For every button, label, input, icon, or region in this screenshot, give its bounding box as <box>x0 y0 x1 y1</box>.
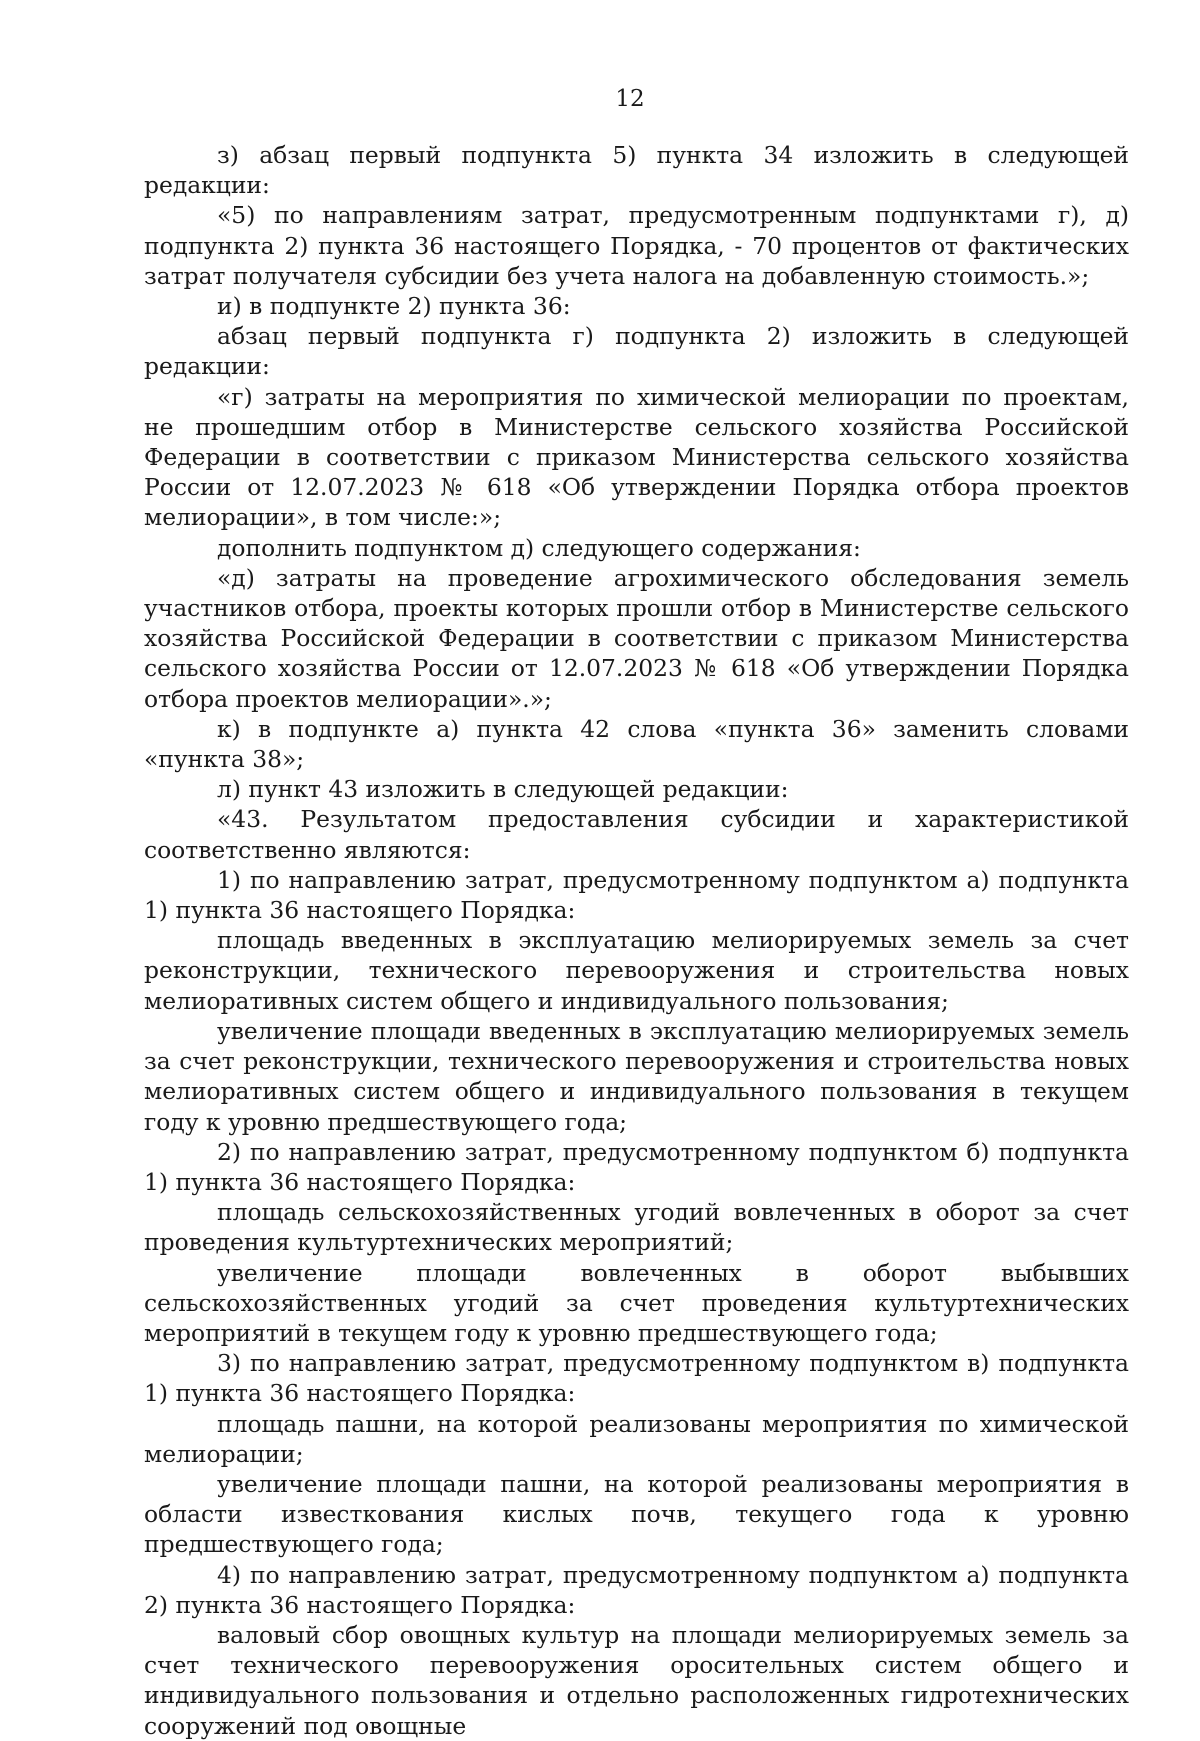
paragraph-43-3-area: площадь пашни, на которой реализованы мероприятия по химической мелиорации; <box>144 1409 1129 1468</box>
page-number: 12 <box>615 86 645 112</box>
paragraph-43-3-increase: увеличение площади пашни, на которой реализованы мероприятия в области известкования кислых почв, текущего года к уровню предшествующего года; <box>144 1469 1129 1559</box>
paragraph-43-1-increase: увеличение площади введенных в эксплуатацию мелиорируемых земель за счет реконструкции, технического перевооружения и строительства новых мелиоративных систем общего и индивидуального пользования в текущем году к уровню предшествующего года; <box>144 1016 1129 1136</box>
paragraph-43-2-area: площадь сельскохозяйственных угодий вовлеченных в оборот за счет проведения культуртехнических мероприятий; <box>144 1198 1129 1257</box>
paragraph-43-2: 2) по направлению затрат, предусмотренному подпунктом б) подпункта 1) пункта 36 настоящего Порядка: <box>144 1137 1129 1196</box>
paragraph-k: к) в подпункте а) пункта 42 слова «пункта 36» заменить словами «пункта 38»; <box>144 714 1129 774</box>
paragraph-43-1-area: площадь введенных в эксплуатацию мелиорируемых земель за счет реконструкции, технического перевооружения и строительства новых мелиоративных систем общего и индивидуального пользования; <box>144 926 1129 1015</box>
paragraph-43-4: 4) по направлению затрат, предусмотренному подпунктом а) подпункта 2) пункта 36 настоящего Порядка: <box>144 1560 1129 1619</box>
paragraph-43-3: 3) по направлению затрат, предусмотренному подпунктом в) подпункта 1) пункта 36 настоящего Порядка: <box>144 1349 1129 1408</box>
paragraph-i-add: дополнить подпунктом д) следующего содержания: <box>217 533 861 562</box>
paragraph-i-abzac: абзац первый подпункта г) подпункта 2) изложить в следующей редакции: <box>144 322 1129 381</box>
paragraph-z: з) абзац первый подпункта 5) пункта 34 изложить в следующей редакции: <box>144 141 1129 200</box>
document-body <box>144 140 1129 1741</box>
paragraph-l: л) пункт 43 изложить в следующей редакции: <box>217 775 789 804</box>
paragraph-43-2-increase: увеличение площади вовлеченных в оборот выбывших сельскохозяйственных угодий за счет проведения культуртехнических мероприятий в текущем году к уровню предшествующего года; <box>144 1258 1129 1347</box>
paragraph-43-1: 1) по направлению затрат, предусмотренному подпунктом а) подпункта 1) пункта 36 настоящего Порядка: <box>144 865 1129 925</box>
paragraph-43-4-harvest: валовый сбор овощных культур на площади мелиорируемых земель за счет технического перевооружения оросительных систем общего и индивидуального пользования и отдельно расположенных гидротехнических сооружений под овощные <box>144 1620 1129 1740</box>
paragraph-i-g-quote: «г) затраты на мероприятия по химической мелиорации по проектам, не прошедшим отбор в Министерстве сельского хозяйства Российской Федерации в соответствии с приказом Министерства сельского хозяйства России от 12.07.2023 № 618 «Об утверждении Порядка отбора проектов мелиорации», в том числе:»; <box>144 382 1129 532</box>
paragraph-i-d-quote: «д) затраты на проведение агрохимического обследования земель участников отбора, проекты которых прошли отбор в Министерстве сельского хозяйства Российской Федерации в соответствии с приказом Министерства сельского хозяйства России от 12.07.2023 № 618 «Об утверждении Порядка отбора проектов мелиорации».»; <box>144 563 1129 713</box>
paragraph-i: и) в подпункте 2) пункта 36: <box>217 292 571 321</box>
paragraph-43: «43. Результатом предоставления субсидии и характеристикой соответственно являются: <box>144 805 1129 864</box>
paragraph-z-quote: «5) по направлениям затрат, предусмотренным подпунктами г), д) подпункта 2) пункта 36 настоящего Порядка, - 70 процентов от фактических затрат получателя субсидии без учета налога на добавленную стоимость.»; <box>144 201 1129 290</box>
